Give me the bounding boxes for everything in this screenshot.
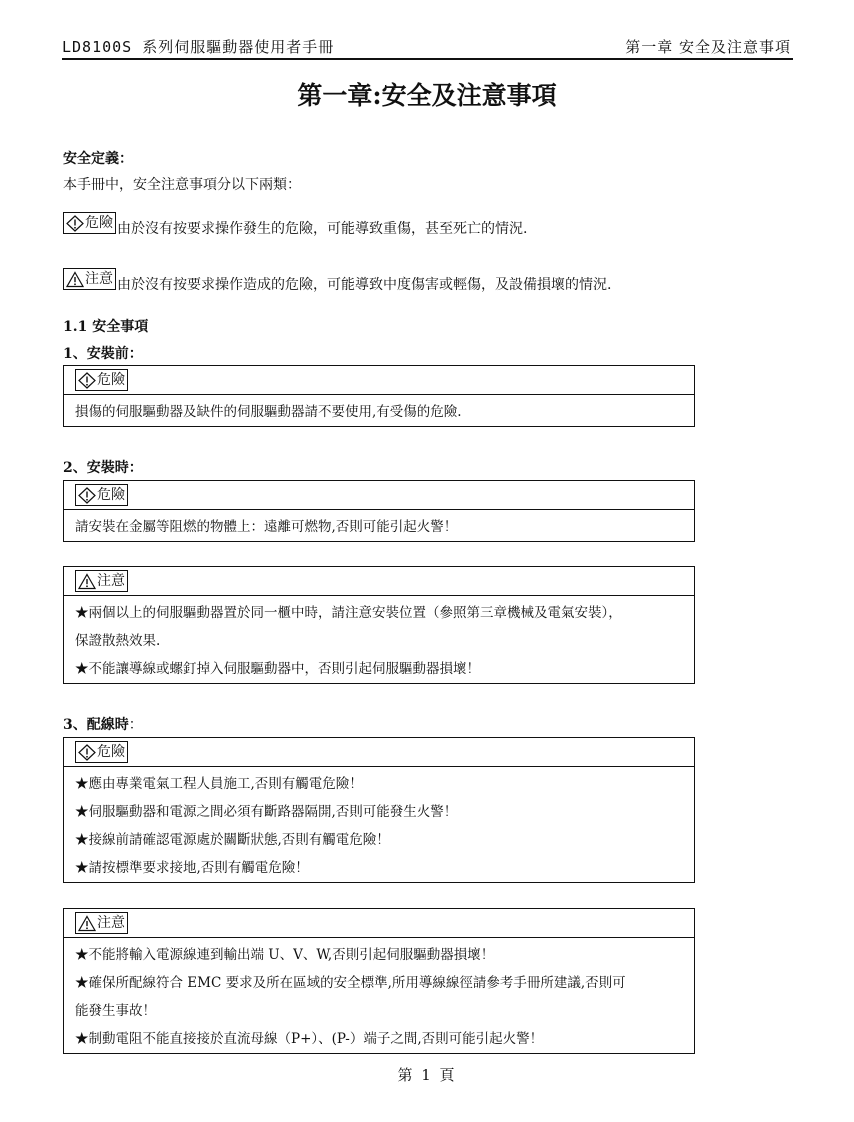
danger-icon [78,372,96,389]
wiring-caution-box [63,908,695,1054]
box-line: ★請按標準要求接地,否則有觸電危險！ [75,860,309,876]
warning-icon [78,573,96,590]
manual-title: LD8100S 系列伺服驅動器使用者手冊 [62,38,335,56]
caution-label [75,912,128,934]
caution-label-text: 注意 [97,915,125,931]
page-title: 第一章:安全及注意事項 [297,81,557,110]
danger-label-text: 危險 [97,744,125,760]
box-line: ★制動電阻不能直接接於直流母線（P+）、(P-）端子之間,否則可能引起火警！ [75,1031,544,1047]
danger-label [75,369,128,391]
box-line: 保證散熱效果. [75,633,161,649]
box-line: ★確保所配線符合 EMC 要求及所在區域的安全標準,所用導線線徑請參考手冊所建議,否則可 [75,975,626,991]
chapter-title-header: 第一章 安全及注意事項 [625,38,791,56]
box-body [64,767,694,882]
box-line: ★伺服驅動器和電源之間必須有斷路器隔開,否則可能發生火警！ [75,804,458,820]
box-line: 能發生事故！ [75,1003,156,1019]
during-install-danger-box [63,480,695,542]
warning-icon [78,915,96,932]
danger-icon [78,744,96,761]
during-install-heading: 2、安裝時： [63,460,143,476]
box-line: 請安裝在金屬等阻燃的物體上：遠離可燃物,否則可能引起火警！ [75,519,458,535]
box-header [64,567,694,596]
page-number: 第 1 頁 [397,1066,457,1084]
wiring-heading-text: 3、配線時 [63,717,129,733]
danger-definition-text: 由於沒有按要求操作發生的危險，可能導致重傷，甚至死亡的情況. [117,221,528,237]
danger-label [63,212,116,234]
box-header [64,909,694,938]
danger-label [75,741,128,763]
box-line: ★兩個以上的伺服驅動器置於同一櫃中時，請注意安裝位置（參照第三章機械及電氣安裝）， [75,605,622,621]
caution-label-text: 注意 [85,271,113,287]
box-line: ★不能讓導線或螺釘掉入伺服驅動器中，否則引起伺服驅動器損壞！ [75,661,480,677]
safety-definition-heading: 安全定義： [63,151,133,167]
danger-label-text: 危險 [85,215,113,231]
box-body [64,510,694,541]
during-install-caution-box [63,566,695,684]
wiring-danger-box [63,737,695,883]
box-body [64,938,694,1053]
danger-icon [78,487,96,504]
caution-definition-text: 由於沒有按要求操作造成的危險，可能導致中度傷害或輕傷，及設備損壞的情況. [117,277,612,293]
danger-definition [63,212,528,237]
box-line: ★接線前請確認電源處於關斷狀態,否則有觸電危險！ [75,832,390,848]
caution-label [75,570,128,592]
before-install-danger-box [63,365,695,427]
wiring-heading [63,714,143,734]
box-line: 損傷的伺服驅動器及缺件的伺服驅動器請不要使用,有受傷的危險. [75,404,462,420]
danger-label-text: 危險 [97,487,125,503]
safety-definition-intro: 本手冊中，安全注意事項分以下兩類： [63,177,301,193]
caution-label [63,268,116,290]
box-line: ★應由專業電氣工程人員施工,否則有觸電危險！ [75,776,363,792]
wiring-heading-colon: ： [128,717,143,733]
warning-icon [66,271,84,288]
box-line: ★不能將輸入電源線連到輸出端 U、V、W,否則引起伺服驅動器損壞！ [75,947,495,963]
box-body [64,596,694,683]
danger-label [75,484,128,506]
caution-label-text: 注意 [97,573,125,589]
box-header [64,481,694,510]
box-body [64,395,694,426]
before-install-heading: 1、安裝前： [63,346,143,362]
danger-icon [66,215,84,232]
caution-definition [63,268,612,293]
box-header [64,738,694,767]
danger-label-text: 危險 [97,372,125,388]
page-header [62,34,793,60]
section-heading-1-1: 1.1 安全事項 [63,319,149,335]
box-header [64,366,694,395]
